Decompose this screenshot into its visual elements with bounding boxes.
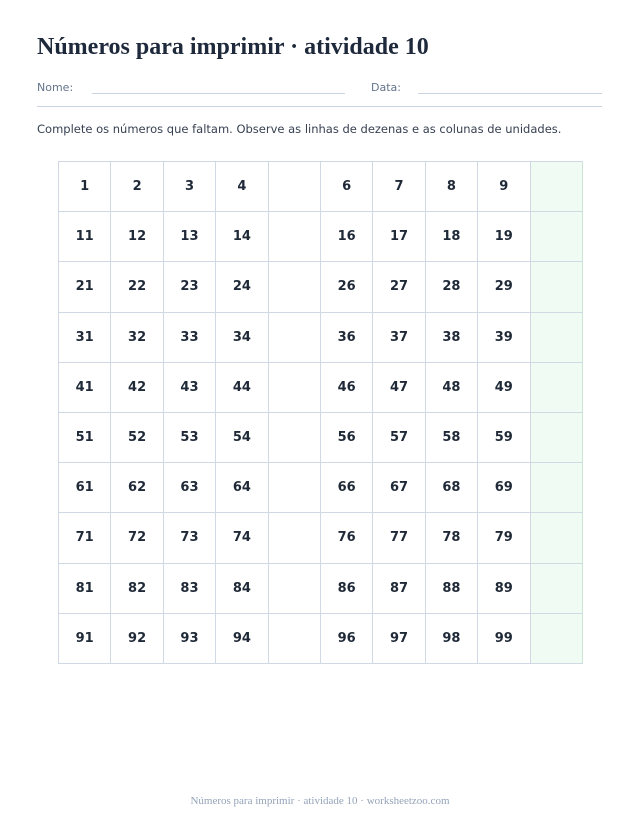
grid-number-cell: 42 bbox=[111, 363, 163, 413]
grid-blank-cell[interactable] bbox=[269, 513, 321, 563]
grid-number-cell: 3 bbox=[164, 162, 216, 212]
grid-number-cell: 24 bbox=[216, 262, 268, 312]
grid-number-cell: 94 bbox=[216, 614, 268, 664]
page-footer: Números para imprimir · atividade 10 · worksheetzoo.com bbox=[190, 795, 450, 807]
header-divider bbox=[37, 106, 602, 107]
grid-number-cell: 43 bbox=[164, 363, 216, 413]
grid-number-cell: 89 bbox=[478, 564, 530, 614]
grid-number-cell: 82 bbox=[111, 564, 163, 614]
grid-number-cell: 26 bbox=[321, 262, 373, 312]
grid-number-cell: 58 bbox=[426, 413, 478, 463]
grid-number-cell: 44 bbox=[216, 363, 268, 413]
grid-number-cell: 18 bbox=[426, 212, 478, 262]
grid-number-cell: 21 bbox=[59, 262, 111, 312]
grid-number-cell: 11 bbox=[59, 212, 111, 262]
grid-blank-cell[interactable] bbox=[531, 212, 583, 262]
grid-number-cell: 62 bbox=[111, 463, 163, 513]
date-line[interactable] bbox=[418, 93, 602, 94]
grid-number-cell: 52 bbox=[111, 413, 163, 463]
date-label: Data: bbox=[371, 81, 401, 94]
grid-number-cell: 47 bbox=[373, 363, 425, 413]
grid-number-cell: 67 bbox=[373, 463, 425, 513]
grid-number-cell: 2 bbox=[111, 162, 163, 212]
grid-number-cell: 33 bbox=[164, 313, 216, 363]
grid-number-cell: 22 bbox=[111, 262, 163, 312]
grid-number-cell: 69 bbox=[478, 463, 530, 513]
grid-number-cell: 17 bbox=[373, 212, 425, 262]
grid-blank-cell[interactable] bbox=[531, 313, 583, 363]
grid-number-cell: 74 bbox=[216, 513, 268, 563]
grid-blank-cell[interactable] bbox=[269, 564, 321, 614]
grid-number-cell: 88 bbox=[426, 564, 478, 614]
grid-number-cell: 84 bbox=[216, 564, 268, 614]
grid-number-cell: 48 bbox=[426, 363, 478, 413]
grid-number-cell: 38 bbox=[426, 313, 478, 363]
grid-number-cell: 34 bbox=[216, 313, 268, 363]
grid-blank-cell[interactable] bbox=[269, 413, 321, 463]
grid-blank-cell[interactable] bbox=[269, 363, 321, 413]
grid-number-cell: 56 bbox=[321, 413, 373, 463]
grid-number-cell: 68 bbox=[426, 463, 478, 513]
grid-number-cell: 9 bbox=[478, 162, 530, 212]
grid-number-cell: 72 bbox=[111, 513, 163, 563]
grid-number-cell: 78 bbox=[426, 513, 478, 563]
grid-number-cell: 37 bbox=[373, 313, 425, 363]
grid-blank-cell[interactable] bbox=[531, 162, 583, 212]
grid-number-cell: 23 bbox=[164, 262, 216, 312]
page-title: Números para imprimir · atividade 10 bbox=[37, 34, 429, 60]
grid-number-cell: 12 bbox=[111, 212, 163, 262]
grid-number-cell: 14 bbox=[216, 212, 268, 262]
grid-number-cell: 61 bbox=[59, 463, 111, 513]
grid-number-cell: 64 bbox=[216, 463, 268, 513]
grid-number-cell: 53 bbox=[164, 413, 216, 463]
grid-blank-cell[interactable] bbox=[269, 463, 321, 513]
grid-number-cell: 76 bbox=[321, 513, 373, 563]
grid-number-cell: 27 bbox=[373, 262, 425, 312]
grid-number-cell: 29 bbox=[478, 262, 530, 312]
grid-number-cell: 91 bbox=[59, 614, 111, 664]
grid-blank-cell[interactable] bbox=[531, 363, 583, 413]
instructions-text: Complete os números que faltam. Observe as linhas de dezenas e as colunas de unidades. bbox=[37, 122, 562, 136]
grid-blank-cell[interactable] bbox=[269, 212, 321, 262]
grid-number-cell: 8 bbox=[426, 162, 478, 212]
grid-number-cell: 28 bbox=[426, 262, 478, 312]
grid-number-cell: 96 bbox=[321, 614, 373, 664]
grid-blank-cell[interactable] bbox=[531, 564, 583, 614]
grid-number-cell: 13 bbox=[164, 212, 216, 262]
grid-blank-cell[interactable] bbox=[269, 614, 321, 664]
grid-number-cell: 1 bbox=[59, 162, 111, 212]
grid-number-cell: 63 bbox=[164, 463, 216, 513]
grid-blank-cell[interactable] bbox=[531, 262, 583, 312]
name-line[interactable] bbox=[92, 93, 345, 94]
grid-number-cell: 93 bbox=[164, 614, 216, 664]
grid-number-cell: 86 bbox=[321, 564, 373, 614]
grid-number-cell: 99 bbox=[478, 614, 530, 664]
grid-number-cell: 92 bbox=[111, 614, 163, 664]
grid-number-cell: 39 bbox=[478, 313, 530, 363]
grid-blank-cell[interactable] bbox=[269, 262, 321, 312]
grid-number-cell: 19 bbox=[478, 212, 530, 262]
grid-blank-cell[interactable] bbox=[269, 162, 321, 212]
name-label: Nome: bbox=[37, 81, 74, 94]
grid-number-cell: 73 bbox=[164, 513, 216, 563]
grid-blank-cell[interactable] bbox=[531, 413, 583, 463]
grid-number-cell: 77 bbox=[373, 513, 425, 563]
grid-number-cell: 36 bbox=[321, 313, 373, 363]
grid-number-cell: 59 bbox=[478, 413, 530, 463]
number-grid bbox=[58, 161, 583, 664]
grid-number-cell: 98 bbox=[426, 614, 478, 664]
grid-number-cell: 83 bbox=[164, 564, 216, 614]
grid-blank-cell[interactable] bbox=[269, 313, 321, 363]
grid-number-cell: 49 bbox=[478, 363, 530, 413]
grid-number-cell: 32 bbox=[111, 313, 163, 363]
name-date-row bbox=[37, 80, 602, 100]
grid-number-cell: 51 bbox=[59, 413, 111, 463]
grid-number-cell: 16 bbox=[321, 212, 373, 262]
grid-blank-cell[interactable] bbox=[531, 513, 583, 563]
grid-number-cell: 87 bbox=[373, 564, 425, 614]
grid-number-cell: 4 bbox=[216, 162, 268, 212]
grid-number-cell: 57 bbox=[373, 413, 425, 463]
grid-number-cell: 54 bbox=[216, 413, 268, 463]
grid-number-cell: 31 bbox=[59, 313, 111, 363]
grid-blank-cell[interactable] bbox=[531, 614, 583, 664]
grid-number-cell: 7 bbox=[373, 162, 425, 212]
grid-number-cell: 79 bbox=[478, 513, 530, 563]
grid-number-cell: 97 bbox=[373, 614, 425, 664]
grid-number-cell: 46 bbox=[321, 363, 373, 413]
grid-blank-cell[interactable] bbox=[531, 463, 583, 513]
grid-number-cell: 6 bbox=[321, 162, 373, 212]
grid-number-cell: 71 bbox=[59, 513, 111, 563]
grid-number-cell: 41 bbox=[59, 363, 111, 413]
grid-number-cell: 81 bbox=[59, 564, 111, 614]
grid-number-cell: 66 bbox=[321, 463, 373, 513]
